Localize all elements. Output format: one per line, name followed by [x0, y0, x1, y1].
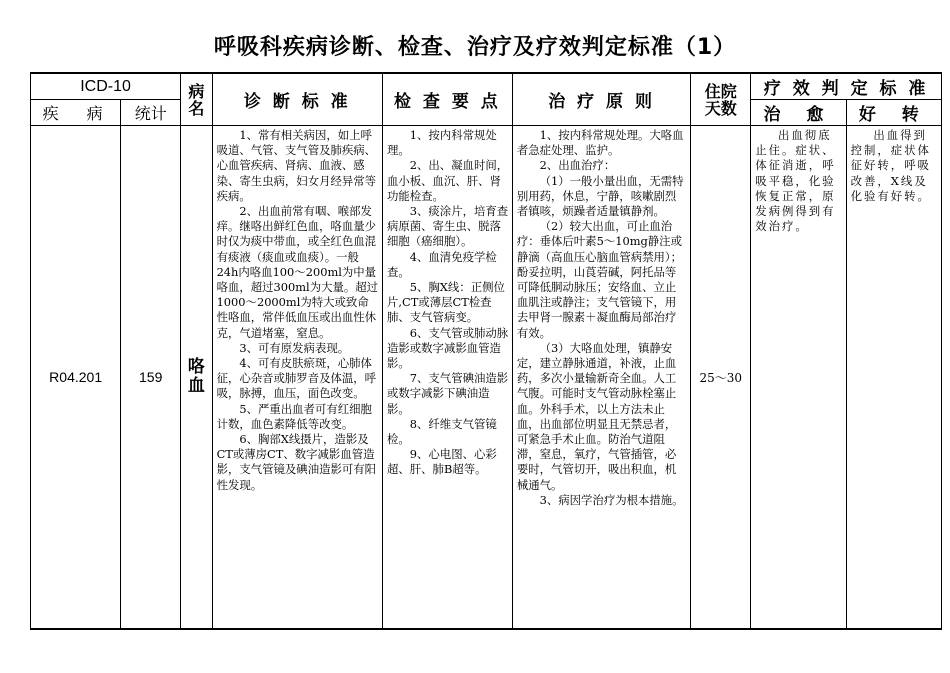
treatment-item: 3、病因学治疗为根本措施。: [539, 492, 684, 507]
diagnosis-item: 2、出血前常有咽、喉部发痒。继咯出鲜红色血，咯血量少时仅为痰中带血，或全红色血混有痰液（痰血或血痰）。一般24h内咯血100～200ml为中量咯血，超过300ml为大量。超过1000～2000ml为特大或致命性咯血，常伴低血压或出血性休克，气道堵塞，窒息。: [216, 204, 379, 340]
improve-criteria: [846, 126, 941, 630]
treatment-item: （1）一般小量出血，无需特别用药，休息，宁静，咳嗽剧烈者镇咳，烦躁者适量镇静剂。: [516, 173, 684, 219]
stat-header: 统计: [121, 100, 181, 126]
diagnosis-item: 1、常有相关病因，如上呼吸道、气管、支气管及肺疾病、心血管疾病、肾病、血液、感染、寄生虫病，妇女月经异常等疾病。: [216, 128, 377, 203]
stay-days-header: 住院天数: [691, 73, 751, 126]
treatment-header: 治 疗 原 则: [512, 73, 691, 126]
diagnosis-item: 4、可有皮肤瘀斑，心肺体征，心杂音或肺罗音及体温，呼吸，脉搏，血压，面色改变。: [216, 356, 377, 401]
treatment-item: 2、出血治疗：: [539, 158, 616, 173]
exam-item: 2、出、凝血时间，血小板、血沉、肝、肾功能检查。: [386, 158, 509, 203]
icd-code: R04.201: [31, 126, 121, 630]
exam-item: 1、按内科常规处理。: [386, 128, 497, 158]
exam-item: 7、支气管碘油造影或数字减影下碘油造影。: [386, 371, 509, 416]
cure-header: 治 愈: [751, 100, 846, 126]
diagnosis-item: 6、胸部X线摄片，造影及CT或薄房CT、数字减影血管造影，支气管镜及碘油造影可有阳性发现。: [216, 432, 377, 492]
cure-text: 出血彻底止住。症状、体征消逝，呼吸平稳，化验恢复正常，原发病例得到有效治疗。: [755, 128, 836, 234]
exam-item: 5、胸X线：正侧位片,CT或薄层CT检查肺、支气管病变。: [386, 280, 505, 325]
page-title: 呼吸科疾病诊断、检查、治疗及疗效判定标准（1）: [213, 35, 737, 60]
improve-header: 好 转: [846, 100, 941, 126]
treatment-item: （2）较大出血，可止血治疗：垂体后叶素5～10mg静注或静滴（高血压心脑血管病禁用）；酚妥拉明，山莨菪碱，阿托品等可降低胴动脉压；安络血、立止血肌注或静注；支气管镜下，用去甲肾一腺素＋凝血酶局部治疗有效。: [516, 219, 682, 340]
diagnosis-header: 诊 断 标 准: [212, 73, 382, 126]
disease-name: 咯血: [181, 126, 212, 630]
treatment-principles: [512, 126, 691, 630]
case-count: 159: [121, 126, 181, 630]
efficacy-header: 疗 效 判 定 标 准: [751, 73, 942, 100]
exam-item: 8、纤维支气管镜检。: [386, 416, 497, 447]
standards-table: [30, 72, 942, 630]
disease-name-header: 病名: [181, 73, 212, 126]
disease-header: 疾 病: [31, 100, 121, 126]
stay-days: 25～30: [691, 126, 751, 630]
exam-header: 检 查 要 点: [382, 73, 512, 126]
icd-header: ICD-10: [31, 73, 181, 100]
exam-item: 4、血清免疫学检查。: [386, 249, 497, 279]
diagnosis-item: 5、严重出血者可有红细胞计数，血色素降低等改变。: [216, 401, 372, 431]
diagnosis-item: 3、可有原发病表现。: [239, 340, 350, 355]
exam-item: 6、支气管或肺动脉造影或数字减影血管造影。: [386, 325, 509, 371]
treatment-item: 1、按内科常规处理。大咯血者急症处理、监护。: [516, 128, 684, 158]
improve-text: 出血得到控制，症状体征好转，呼吸改善，X线及化验有好转。: [850, 128, 931, 203]
exam-item: 3、痰涂片，培育查病原菌、寄生虫、脱落细胞（癌细胞）。: [386, 204, 509, 249]
cure-criteria: [751, 126, 846, 630]
exam-points: [382, 126, 512, 630]
diagnosis-criteria: [212, 126, 382, 630]
exam-item: 9、心电图、心彩超、肝、肺B超等。: [386, 447, 497, 477]
treatment-item: （3）大咯血处理，镇静安定，建立静脉通道，补液，止血药，多次小量输新奇全血。人工气腹。可能时支气管动脉栓塞止血。外科手术，以上方法未止血，出血部位明显且无禁忌者，可紧急手术止血。防治气道阻滞，窒息，氧疗，气管插管，必要时，气管切开，吸出积血，机械通气。: [516, 340, 677, 492]
